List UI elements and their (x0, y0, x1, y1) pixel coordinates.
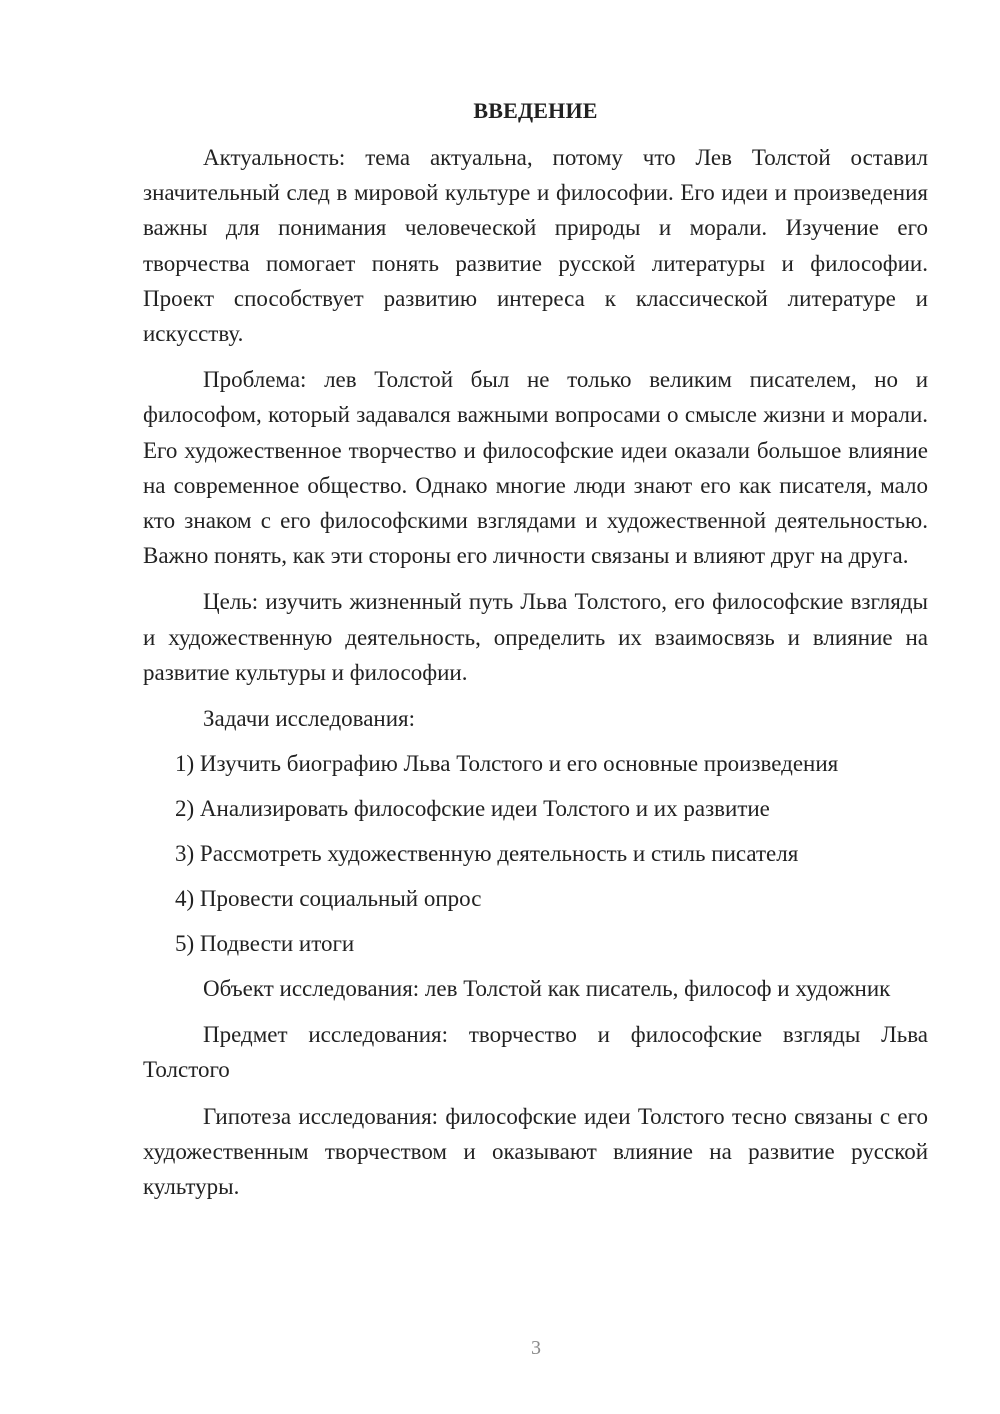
relevance-paragraph: Актуальность: тема актуальна, потому что Лев Толстой оставил значительный след в мировой культуре и философии. Его идеи и произведения важны для понимания человеческой природы и морали. Изучение его творчества помогает понять развитие русской литературы и философии. Проект способствует развитию интереса к классической литературе и искусству. (143, 145, 928, 347)
object-paragraph: Объект исследования: лев Толстой как писатель, философ и художник (203, 976, 891, 1002)
problem-paragraph: Проблема: лев Толстой был не только великим писателем, но и философом, который задавался важными вопросами о смысле жизни и морали. Его художественное творчество и философские идеи оказали большое влияние на современное общество. Однако многие люди знают его как писателя, мало кто знаком с его философскими взглядами и художественной деятельностью. Важно понять, как эти стороны его личности связаны и влияют друг на друга. (143, 367, 928, 569)
tasks-list (143, 746, 928, 961)
list-item: 3) Рассмотреть художественную деятельность и стиль писателя (175, 841, 799, 867)
subject-paragraph: Предмет исследования: творчество и философские взгляды Льва Толстого (143, 1022, 928, 1083)
hypothesis-paragraph: Гипотеза исследования: философские идеи Толстого тесно связаны с его художественным творчеством и оказывают влияние на развитие русской культуры. (143, 1103, 928, 1200)
list-item: 2) Анализировать философские идеи Толстого и их развитие (175, 796, 770, 822)
list-item: 1) Изучить биографию Льва Толстого и его основные произведения (175, 751, 839, 777)
page-number: 3 (531, 1337, 541, 1359)
list-item: 4) Провести социальный опрос (175, 886, 482, 912)
tasks-heading: Задачи исследования: (203, 706, 416, 732)
section-title: ВВЕДЕНИЕ (473, 98, 598, 123)
goal-paragraph: Цель: изучить жизненный путь Льва Толстого, его философские взгляды и художественную деятельность, определить их взаимосвязь и влияние на развитие культуры и философии. (143, 589, 928, 685)
document-page (143, 94, 928, 1215)
list-item: 5) Подвести итоги (175, 931, 355, 957)
